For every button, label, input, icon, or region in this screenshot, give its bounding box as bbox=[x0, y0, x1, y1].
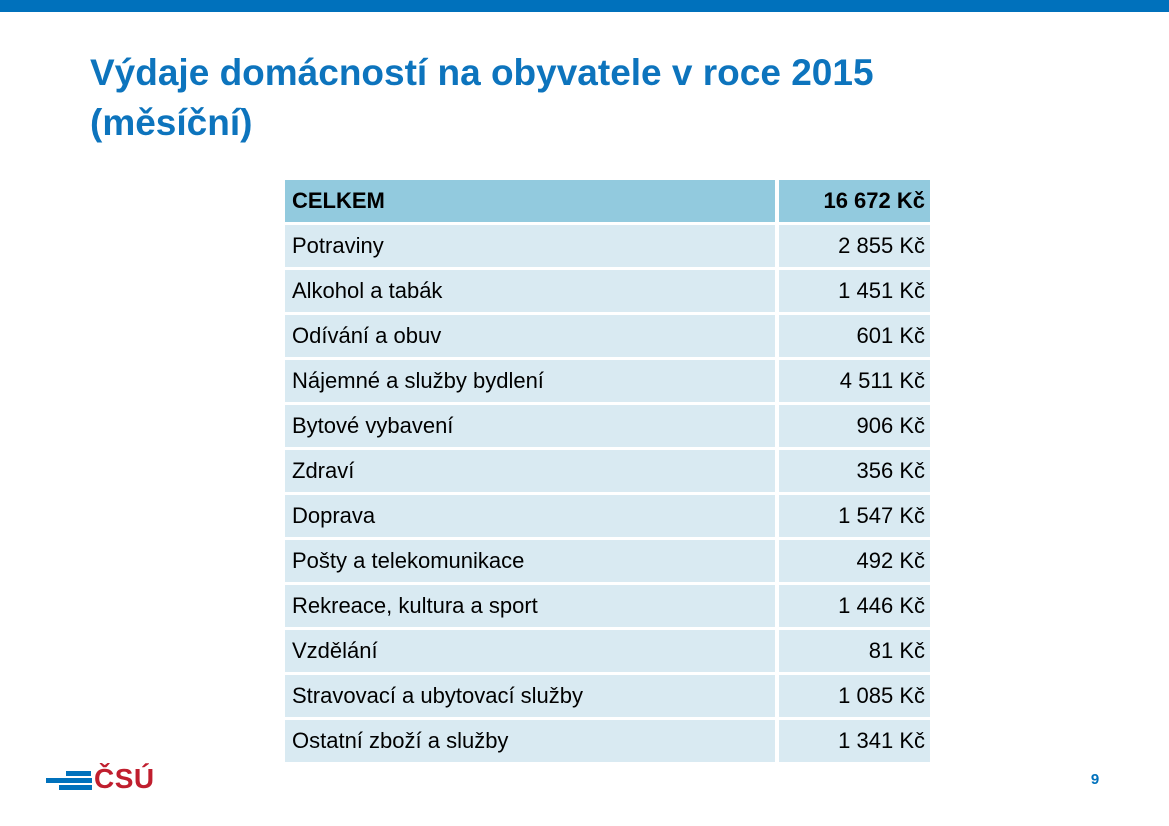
table-row bbox=[285, 720, 930, 762]
row-value: 81 Kč bbox=[779, 630, 930, 672]
row-value: 601 Kč bbox=[779, 315, 930, 357]
row-label: Potraviny bbox=[285, 225, 775, 267]
row-label: Pošty a telekomunikace bbox=[285, 540, 775, 582]
row-value: 4 511 Kč bbox=[779, 360, 930, 402]
row-value: 906 Kč bbox=[779, 405, 930, 447]
table-row bbox=[285, 270, 930, 312]
logo-stripe-bottom bbox=[59, 785, 92, 790]
table-row bbox=[285, 405, 930, 447]
logo-stripe-middle bbox=[46, 778, 92, 783]
table-row bbox=[285, 630, 930, 672]
row-label: Vzdělání bbox=[285, 630, 775, 672]
top-accent-bar bbox=[0, 0, 1169, 12]
row-label: Nájemné a služby bydlení bbox=[285, 360, 775, 402]
slide-title bbox=[90, 48, 874, 148]
row-label: Ostatní zboží a služby bbox=[285, 720, 775, 762]
table-row bbox=[285, 450, 930, 492]
row-value: 356 Kč bbox=[779, 450, 930, 492]
table-header-row bbox=[285, 180, 930, 222]
row-label: Alkohol a tabák bbox=[285, 270, 775, 312]
row-value: 2 855 Kč bbox=[779, 225, 930, 267]
table-row bbox=[285, 360, 930, 402]
table-row bbox=[285, 225, 930, 267]
row-value: 1 446 Kč bbox=[779, 585, 930, 627]
expense-table bbox=[285, 180, 930, 762]
row-label: Zdraví bbox=[285, 450, 775, 492]
expense-table-body bbox=[285, 225, 930, 762]
table-row bbox=[285, 675, 930, 717]
table-row bbox=[285, 585, 930, 627]
header-label: CELKEM bbox=[285, 180, 775, 222]
csu-logo bbox=[46, 764, 156, 802]
row-value: 492 Kč bbox=[779, 540, 930, 582]
logo-stripe-top bbox=[66, 771, 91, 776]
row-value: 1 547 Kč bbox=[779, 495, 930, 537]
logo-text: ČSÚ bbox=[94, 763, 155, 794]
table-row bbox=[285, 315, 930, 357]
header-value: 16 672 Kč bbox=[779, 180, 930, 222]
page-number: 9 bbox=[1090, 771, 1100, 788]
row-label: Rekreace, kultura a sport bbox=[285, 585, 775, 627]
row-label: Stravovací a ubytovací služby bbox=[285, 675, 775, 717]
row-value: 1 085 Kč bbox=[779, 675, 930, 717]
table-row bbox=[285, 495, 930, 537]
row-label: Odívání a obuv bbox=[285, 315, 775, 357]
row-value: 1 451 Kč bbox=[779, 270, 930, 312]
table-row bbox=[285, 540, 930, 582]
row-label: Bytové vybavení bbox=[285, 405, 775, 447]
slide-title-line-2: (měsíční) bbox=[90, 102, 253, 143]
row-value: 1 341 Kč bbox=[779, 720, 930, 762]
slide-title-line-1: Výdaje domácností na obyvatele v roce 2015 bbox=[90, 52, 874, 93]
row-label: Doprava bbox=[285, 495, 775, 537]
